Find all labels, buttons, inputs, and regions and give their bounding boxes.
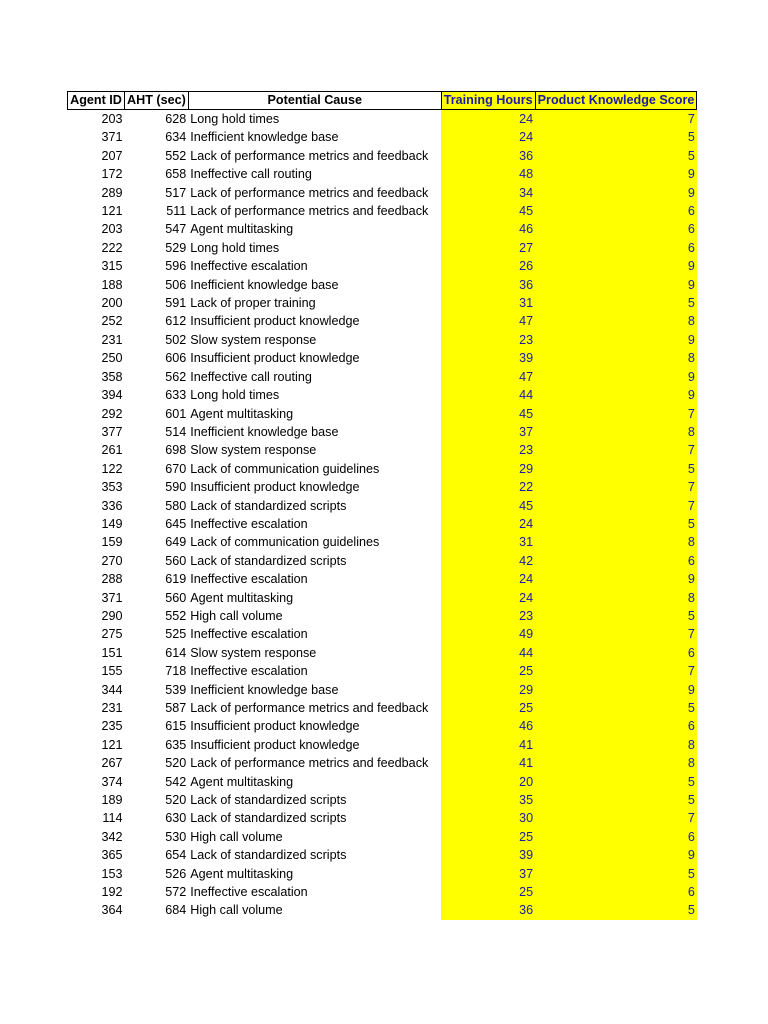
cell-product-knowledge-score: 5	[535, 901, 697, 919]
cell-training-hours: 44	[441, 386, 535, 404]
cell-potential-cause: Lack of standardized scripts	[190, 498, 347, 513]
table-row	[68, 294, 697, 312]
header-aht: AHT (sec)	[125, 92, 189, 110]
table-row	[68, 552, 697, 570]
table-row	[68, 239, 697, 257]
cell-potential-cause: Lack of standardized scripts	[190, 811, 347, 826]
cell-aht: 506	[165, 277, 187, 292]
cell-potential-cause: Insufficient product knowledge	[190, 719, 360, 734]
cell-training-hours: 24	[441, 128, 535, 146]
cell-aht: 562	[165, 369, 187, 384]
cell-product-knowledge-score: 9	[535, 368, 697, 386]
cell-agent-id: 358	[101, 369, 123, 384]
cell-aht: 698	[165, 443, 187, 458]
cell-product-knowledge-score: 6	[535, 202, 697, 220]
table-row	[68, 809, 697, 827]
table-row	[68, 865, 697, 883]
cell-potential-cause: Ineffective call routing	[190, 167, 312, 182]
cell-potential-cause: Lack of standardized scripts	[190, 553, 347, 568]
table-row	[68, 681, 697, 699]
cell-product-knowledge-score: 7	[535, 478, 697, 496]
cell-agent-id: 189	[101, 793, 123, 808]
cell-agent-id: 267	[101, 756, 123, 771]
cell-potential-cause: Ineffective escalation	[190, 664, 308, 679]
cell-aht: 645	[165, 516, 187, 531]
table-row	[68, 699, 697, 717]
cell-product-knowledge-score: 6	[535, 220, 697, 238]
cell-potential-cause: High call volume	[190, 608, 283, 623]
cell-training-hours: 36	[441, 276, 535, 294]
cell-agent-id: 371	[101, 590, 123, 605]
cell-product-knowledge-score: 5	[535, 773, 697, 791]
cell-training-hours: 46	[441, 220, 535, 238]
cell-product-knowledge-score: 8	[535, 423, 697, 441]
cell-aht: 560	[165, 553, 187, 568]
cell-training-hours: 25	[441, 883, 535, 901]
cell-potential-cause: Insufficient product knowledge	[190, 737, 360, 752]
table-row	[68, 478, 697, 496]
cell-potential-cause: Inefficient knowledge base	[190, 424, 339, 439]
cell-product-knowledge-score: 9	[535, 681, 697, 699]
cell-agent-id: 151	[101, 645, 123, 660]
cell-training-hours: 24	[441, 515, 535, 533]
cell-aht: 560	[165, 590, 187, 605]
cell-potential-cause: Lack of performance metrics and feedback	[190, 204, 429, 219]
cell-training-hours: 22	[441, 478, 535, 496]
cell-aht: 612	[165, 314, 187, 329]
cell-training-hours: 24	[441, 110, 535, 129]
cell-potential-cause: Insufficient product knowledge	[190, 314, 360, 329]
cell-aht: 615	[165, 719, 187, 734]
cell-product-knowledge-score: 9	[535, 386, 697, 404]
cell-training-hours: 41	[441, 754, 535, 772]
cell-product-knowledge-score: 8	[535, 754, 697, 772]
table-row	[68, 405, 697, 423]
cell-agent-id: 290	[101, 608, 123, 623]
table-row	[68, 533, 697, 551]
cell-agent-id: 371	[101, 130, 123, 145]
cell-potential-cause: Insufficient product knowledge	[190, 480, 360, 495]
cell-product-knowledge-score: 5	[535, 699, 697, 717]
cell-agent-id: 200	[101, 296, 123, 311]
table-row	[68, 202, 697, 220]
cell-training-hours: 37	[441, 423, 535, 441]
cell-agent-id: 250	[101, 351, 123, 366]
cell-potential-cause: Long hold times	[190, 388, 280, 403]
header-training-hours: Training Hours	[441, 92, 535, 110]
cell-training-hours: 25	[441, 828, 535, 846]
cell-product-knowledge-score: 7	[535, 405, 697, 423]
table-row	[68, 717, 697, 735]
cell-training-hours: 49	[441, 625, 535, 643]
table-row	[68, 349, 697, 367]
cell-training-hours: 39	[441, 349, 535, 367]
header-agent-id: Agent ID	[68, 92, 125, 110]
cell-potential-cause: Ineffective escalation	[190, 259, 308, 274]
cell-agent-id: 192	[101, 885, 123, 900]
cell-potential-cause: Ineffective call routing	[190, 369, 312, 384]
cell-aht: 596	[165, 259, 187, 274]
cell-agent-id: 394	[101, 388, 123, 403]
cell-aht: 511	[166, 204, 187, 219]
cell-training-hours: 47	[441, 312, 535, 330]
cell-aht: 517	[165, 185, 187, 200]
cell-product-knowledge-score: 5	[535, 515, 697, 533]
cell-potential-cause: Lack of performance metrics and feedback	[190, 148, 429, 163]
cell-product-knowledge-score: 7	[535, 809, 697, 827]
cell-product-knowledge-score: 7	[535, 497, 697, 515]
cell-training-hours: 47	[441, 368, 535, 386]
cell-potential-cause: Lack of communication guidelines	[190, 461, 380, 476]
table-row	[68, 165, 697, 183]
cell-aht: 525	[165, 627, 187, 642]
cell-aht: 635	[165, 737, 187, 752]
cell-aht: 580	[165, 498, 187, 513]
cell-aht: 619	[165, 572, 187, 587]
cell-potential-cause: Inefficient knowledge base	[190, 130, 339, 145]
cell-product-knowledge-score: 7	[535, 662, 697, 680]
table-row	[68, 791, 697, 809]
table-row	[68, 368, 697, 386]
cell-aht: 552	[165, 148, 187, 163]
cell-potential-cause: Slow system response	[190, 443, 317, 458]
cell-training-hours: 23	[441, 607, 535, 625]
cell-training-hours: 29	[441, 460, 535, 478]
cell-training-hours: 35	[441, 791, 535, 809]
cell-agent-id: 188	[101, 277, 123, 292]
cell-product-knowledge-score: 8	[535, 533, 697, 551]
cell-agent-id: 270	[101, 553, 123, 568]
cell-product-knowledge-score: 8	[535, 736, 697, 754]
cell-training-hours: 41	[441, 736, 535, 754]
cell-aht: 529	[165, 240, 187, 255]
cell-potential-cause: Lack of standardized scripts	[190, 848, 347, 863]
cell-training-hours: 39	[441, 846, 535, 864]
cell-potential-cause: Agent multitasking	[190, 406, 294, 421]
cell-product-knowledge-score: 7	[535, 441, 697, 459]
cell-aht: 572	[165, 885, 187, 900]
cell-agent-id: 149	[101, 516, 123, 531]
cell-product-knowledge-score: 7	[535, 110, 697, 129]
table-row	[68, 423, 697, 441]
cell-aht: 634	[165, 130, 187, 145]
cell-product-knowledge-score: 5	[535, 865, 697, 883]
cell-agent-id: 315	[101, 259, 123, 274]
cell-potential-cause: Slow system response	[190, 645, 317, 660]
cell-potential-cause: Slow system response	[190, 332, 317, 347]
table-row	[68, 147, 697, 165]
cell-aht: 530	[165, 829, 187, 844]
cell-training-hours: 37	[441, 865, 535, 883]
cell-product-knowledge-score: 9	[535, 165, 697, 183]
cell-agent-id: 342	[101, 829, 123, 844]
table-row	[68, 625, 697, 643]
cell-aht: 630	[165, 811, 187, 826]
cell-product-knowledge-score: 6	[535, 239, 697, 257]
cell-potential-cause: Agent multitasking	[190, 222, 294, 237]
cell-agent-id: 203	[68, 110, 125, 129]
cell-agent-id: 344	[101, 682, 123, 697]
cell-aht: 542	[165, 774, 187, 789]
cell-agent-id: 235	[101, 719, 123, 734]
cell-product-knowledge-score: 5	[535, 460, 697, 478]
cell-training-hours: 24	[441, 589, 535, 607]
table-row	[68, 184, 697, 202]
cell-agent-id: 374	[101, 774, 123, 789]
cell-agent-id: 231	[101, 701, 123, 715]
table-row	[68, 441, 697, 459]
cell-agent-id: 353	[101, 480, 123, 495]
cell-aht: 684	[165, 903, 187, 918]
cell-product-knowledge-score: 9	[535, 257, 697, 275]
cell-training-hours: 36	[441, 901, 535, 919]
cell-training-hours: 31	[441, 294, 535, 312]
cell-training-hours: 34	[441, 184, 535, 202]
cell-training-hours: 45	[441, 405, 535, 423]
cell-product-knowledge-score: 9	[535, 846, 697, 864]
cell-aht: 587	[165, 701, 187, 715]
header-row	[68, 92, 697, 110]
cell-aht: 520	[165, 793, 187, 808]
cell-agent-id: 222	[101, 240, 123, 255]
cell-agent-id: 377	[101, 424, 123, 439]
cell-aht: 547	[165, 222, 187, 237]
cell-product-knowledge-score: 5	[535, 147, 697, 165]
cell-agent-id: 261	[101, 443, 123, 458]
table-row	[68, 312, 697, 330]
cell-potential-cause: Lack of standardized scripts	[190, 793, 347, 808]
cell-potential-cause: Inefficient knowledge base	[190, 277, 339, 292]
cell-aht: 601	[165, 406, 187, 421]
cell-potential-cause: Long hold times	[190, 240, 280, 255]
table-row	[68, 110, 697, 129]
cell-agent-id: 172	[101, 167, 123, 182]
table-row	[68, 736, 697, 754]
header-potential-cause: Potential Cause	[188, 92, 441, 110]
cell-potential-cause: Long hold times	[190, 112, 280, 126]
cell-agent-id: 203	[101, 222, 123, 237]
cell-training-hours: 25	[441, 699, 535, 717]
cell-training-hours: 30	[441, 809, 535, 827]
cell-agent-id: 121	[101, 737, 123, 752]
cell-training-hours: 45	[441, 497, 535, 515]
table-row	[68, 883, 697, 901]
cell-potential-cause: Ineffective escalation	[190, 627, 308, 642]
cell-potential-cause: High call volume	[190, 829, 283, 844]
cell-training-hours: 44	[441, 644, 535, 662]
cell-agent-id: 207	[101, 148, 123, 163]
cell-product-knowledge-score: 9	[535, 570, 697, 588]
cell-potential-cause: Lack of performance metrics and feedback	[190, 185, 429, 200]
cell-training-hours: 23	[441, 331, 535, 349]
cell-aht: 658	[165, 167, 187, 182]
cell-training-hours: 25	[441, 662, 535, 680]
cell-product-knowledge-score: 7	[535, 625, 697, 643]
table-row	[68, 128, 697, 146]
table-row	[68, 607, 697, 625]
cell-potential-cause: Lack of performance metrics and feedback	[190, 756, 429, 771]
table-row	[68, 662, 697, 680]
cell-training-hours: 48	[441, 165, 535, 183]
cell-aht: 514	[165, 424, 187, 439]
cell-training-hours: 46	[441, 717, 535, 735]
cell-product-knowledge-score: 6	[535, 644, 697, 662]
cell-potential-cause: Ineffective escalation	[190, 516, 308, 531]
cell-potential-cause: Insufficient product knowledge	[190, 351, 360, 366]
cell-agent-id: 159	[101, 535, 123, 550]
cell-potential-cause: High call volume	[190, 903, 283, 918]
cell-potential-cause: Lack of proper training	[190, 296, 316, 311]
cell-product-knowledge-score: 5	[535, 607, 697, 625]
cell-potential-cause: Agent multitasking	[190, 590, 294, 605]
cell-agent-id: 121	[101, 204, 123, 219]
cell-aht: 502	[165, 332, 187, 347]
cell-product-knowledge-score: 9	[535, 331, 697, 349]
cell-potential-cause: Ineffective escalation	[190, 572, 308, 587]
table-row	[68, 901, 697, 919]
cell-training-hours: 24	[441, 570, 535, 588]
cell-product-knowledge-score: 6	[535, 717, 697, 735]
cell-agent-id: 364	[101, 903, 123, 918]
cell-product-knowledge-score: 6	[535, 552, 697, 570]
cell-potential-cause: Lack of performance metrics and feedback	[190, 701, 429, 715]
table-row	[68, 589, 697, 607]
cell-potential-cause: Ineffective escalation	[190, 885, 308, 900]
table-row	[68, 773, 697, 791]
cell-aht: 520	[165, 756, 187, 771]
table-row	[68, 497, 697, 515]
cell-training-hours: 26	[441, 257, 535, 275]
table-row	[68, 754, 697, 772]
cell-training-hours: 27	[441, 239, 535, 257]
data-table	[67, 91, 697, 920]
cell-agent-id: 288	[101, 572, 123, 587]
cell-agent-id: 275	[101, 627, 123, 642]
table-row	[68, 331, 697, 349]
cell-aht: 628	[165, 112, 187, 126]
cell-potential-cause: Agent multitasking	[190, 774, 294, 789]
cell-agent-id: 336	[101, 498, 123, 513]
cell-training-hours: 42	[441, 552, 535, 570]
cell-product-knowledge-score: 6	[535, 828, 697, 846]
cell-aht: 718	[165, 664, 187, 679]
cell-aht: 649	[165, 535, 187, 550]
cell-product-knowledge-score: 8	[535, 312, 697, 330]
cell-agent-id: 292	[101, 406, 123, 421]
cell-aht: 591	[165, 296, 187, 311]
cell-product-knowledge-score: 9	[535, 276, 697, 294]
cell-product-knowledge-score: 5	[535, 791, 697, 809]
cell-potential-cause: Inefficient knowledge base	[190, 682, 339, 697]
cell-potential-cause: Agent multitasking	[190, 866, 294, 881]
cell-aht: 606	[165, 351, 187, 366]
cell-agent-id: 365	[101, 848, 123, 863]
header-product-knowledge-score: Product Knowledge Score	[535, 92, 697, 110]
cell-product-knowledge-score: 6	[535, 883, 697, 901]
cell-training-hours: 31	[441, 533, 535, 551]
cell-agent-id: 114	[102, 811, 123, 826]
table-body	[68, 110, 697, 920]
cell-aht: 526	[165, 866, 187, 881]
cell-agent-id: 231	[101, 332, 123, 347]
cell-potential-cause: Lack of communication guidelines	[190, 535, 380, 550]
cell-agent-id: 155	[101, 664, 123, 679]
cell-aht: 633	[165, 388, 187, 403]
cell-training-hours: 45	[441, 202, 535, 220]
cell-agent-id: 153	[101, 866, 123, 881]
cell-aht: 670	[165, 461, 187, 476]
table-row	[68, 276, 697, 294]
cell-aht: 614	[165, 645, 187, 660]
table-row	[68, 460, 697, 478]
table-row	[68, 644, 697, 662]
cell-aht: 552	[165, 608, 187, 623]
table-row	[68, 846, 697, 864]
cell-aht: 590	[165, 480, 187, 495]
cell-product-knowledge-score: 9	[535, 184, 697, 202]
cell-training-hours: 23	[441, 441, 535, 459]
cell-product-knowledge-score: 5	[535, 128, 697, 146]
cell-training-hours: 20	[441, 773, 535, 791]
cell-product-knowledge-score: 8	[535, 349, 697, 367]
cell-training-hours: 36	[441, 147, 535, 165]
table-row	[68, 220, 697, 238]
table-row	[68, 570, 697, 588]
cell-aht: 539	[165, 682, 187, 697]
table-row	[68, 828, 697, 846]
cell-agent-id: 122	[101, 461, 123, 476]
cell-aht: 654	[165, 848, 187, 863]
table-row	[68, 515, 697, 533]
cell-agent-id: 252	[101, 314, 123, 329]
table-row	[68, 257, 697, 275]
cell-training-hours: 29	[441, 681, 535, 699]
table-row	[68, 386, 697, 404]
cell-agent-id: 289	[101, 185, 123, 200]
cell-product-knowledge-score: 8	[535, 589, 697, 607]
cell-product-knowledge-score: 5	[535, 294, 697, 312]
